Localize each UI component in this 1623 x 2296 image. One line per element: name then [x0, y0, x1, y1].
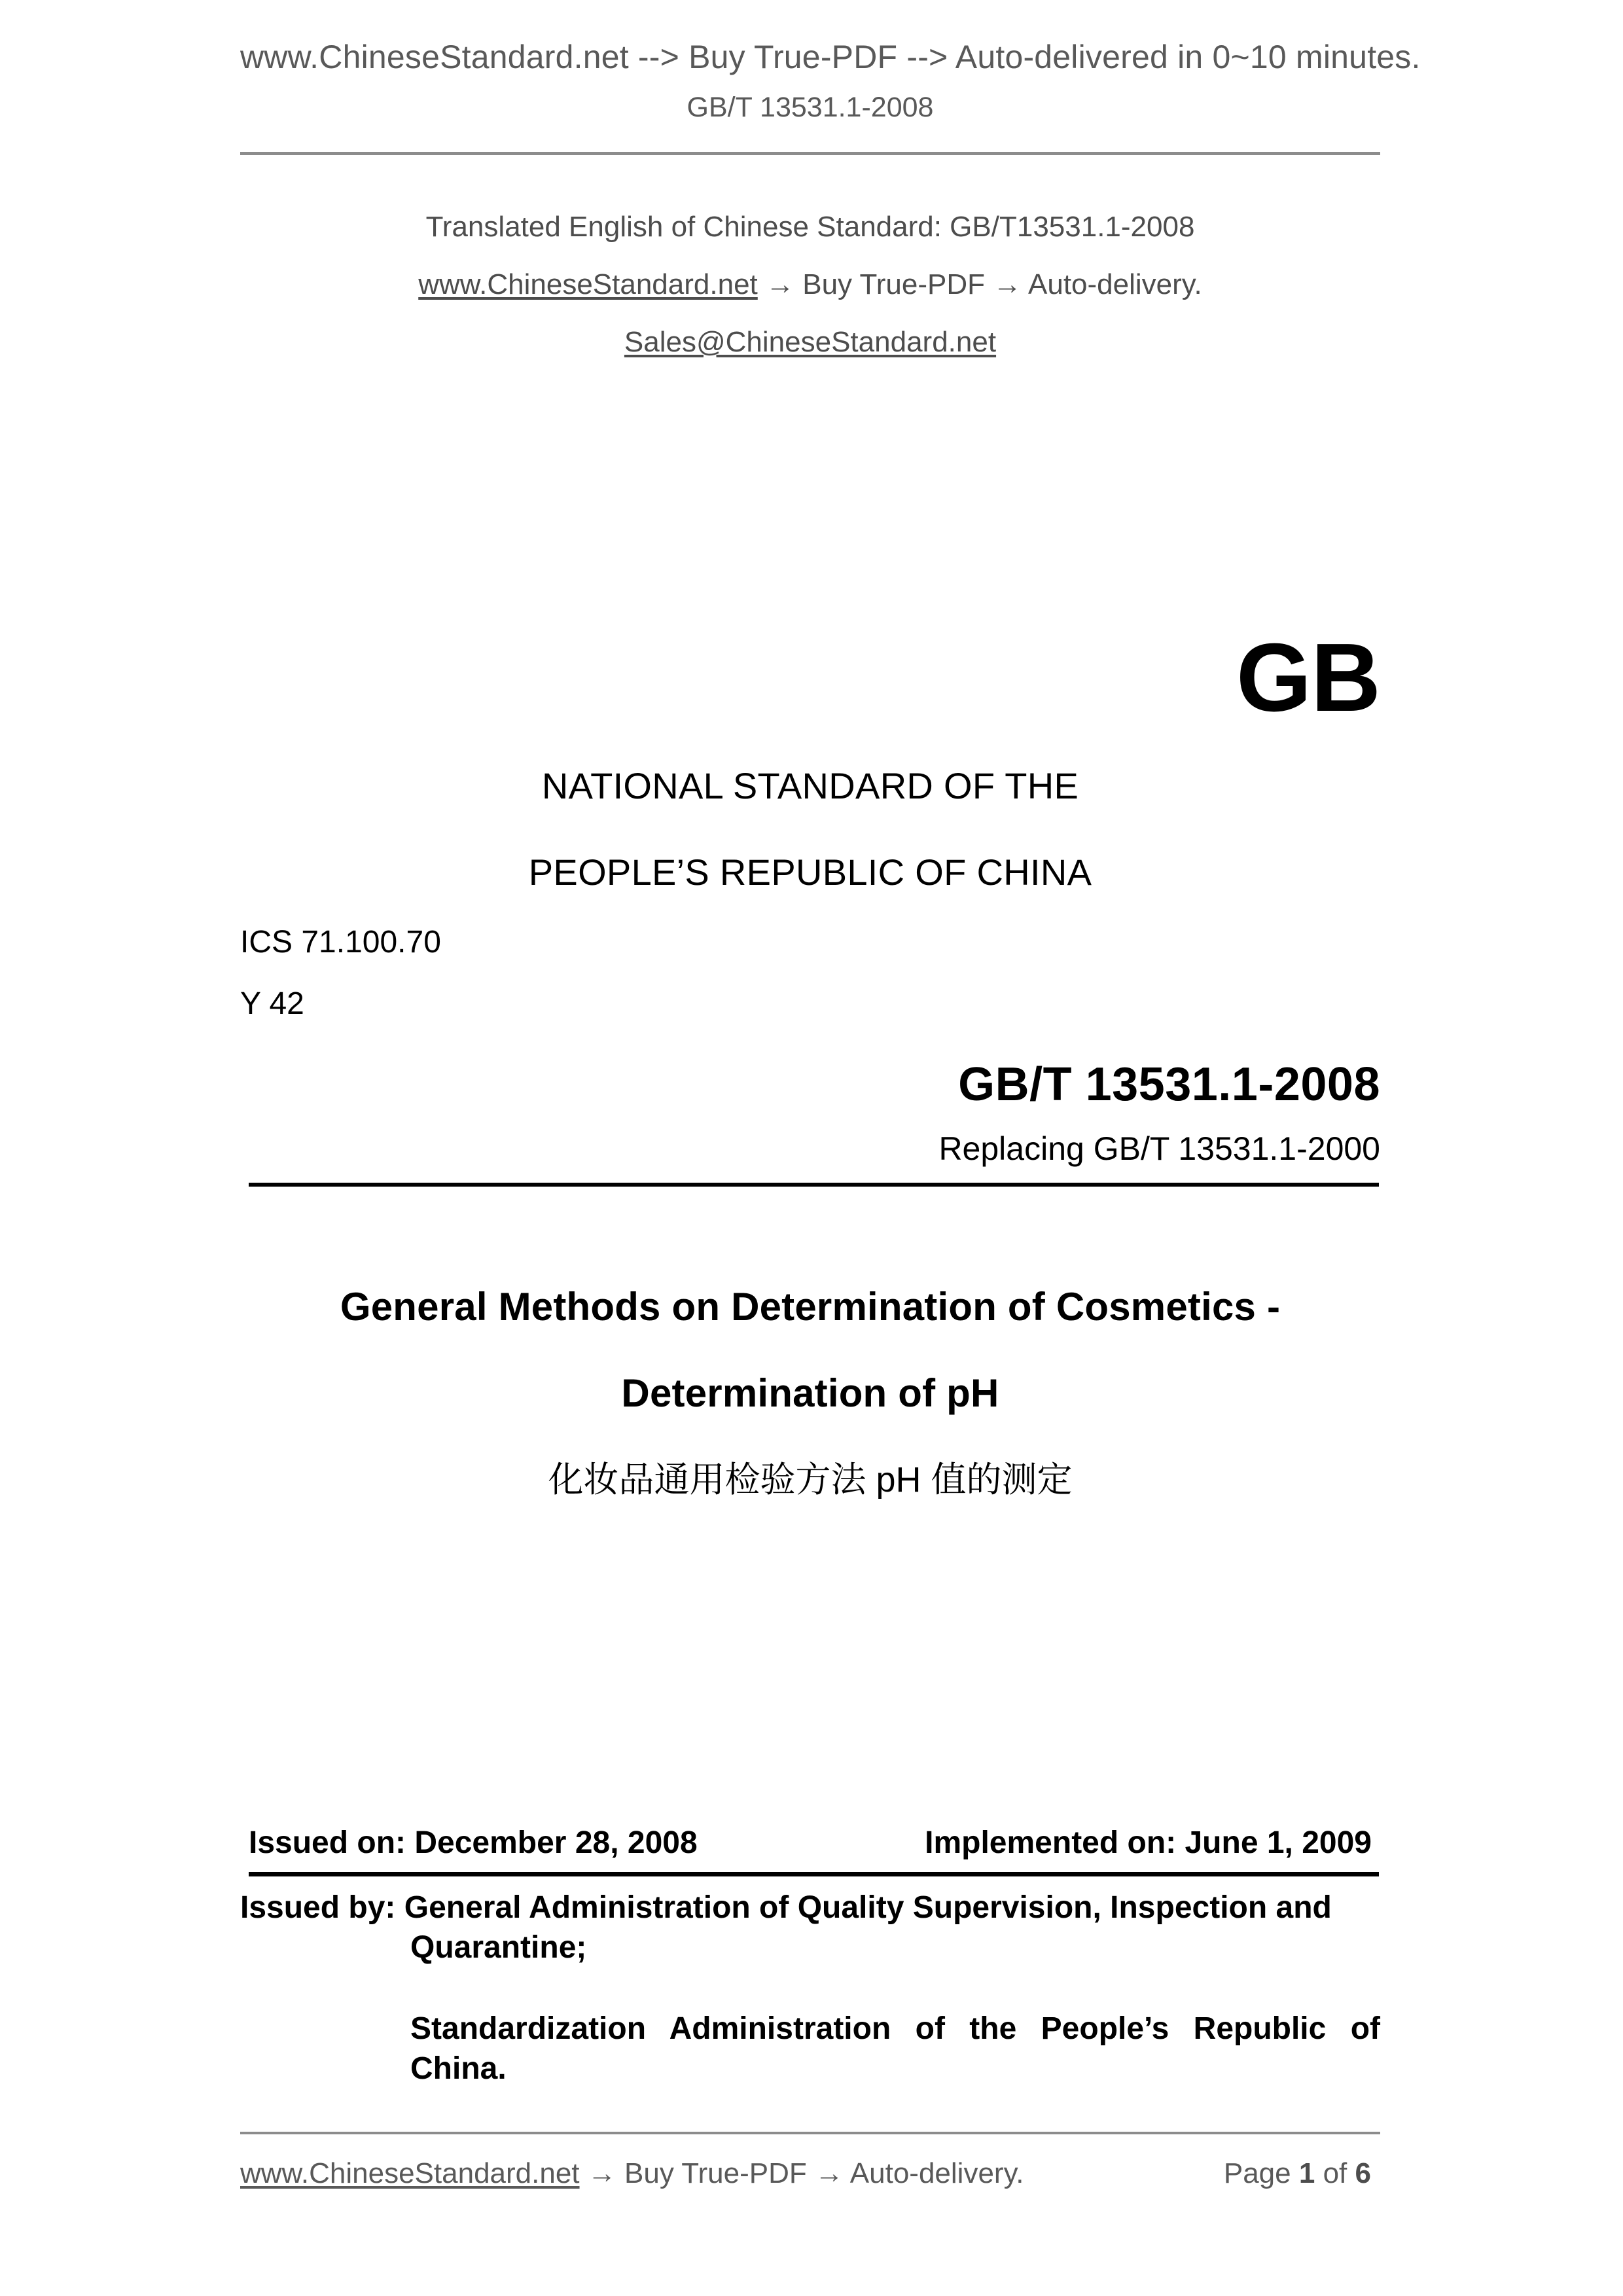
- header-divider: [240, 152, 1380, 155]
- chinesestandard-link[interactable]: www.ChineseStandard.net: [418, 268, 758, 300]
- footer-divider: [240, 2132, 1380, 2134]
- arrow-icon: →: [766, 268, 794, 300]
- implemented-on-date: Implemented on: June 1, 2009: [925, 1825, 1372, 1860]
- gb-logo-mark: GB: [1236, 624, 1380, 732]
- issued-by-line-4: China.: [410, 2051, 507, 2087]
- issued-by-spacer: [240, 1968, 1380, 2009]
- arrow-icon: →: [814, 2157, 844, 2189]
- watermark-standard-number: GB/T 13531.1-2008: [687, 92, 934, 123]
- title-english-line-1: General Methods on Determination of Cosmetics -: [340, 1285, 1281, 1329]
- replacing-standard-number: Replacing GB/T 13531.1-2000: [938, 1130, 1380, 1167]
- auto-delivery-label: Auto-delivery.: [1028, 268, 1202, 300]
- page-label: Page: [1223, 2157, 1291, 2189]
- national-standard-line-2: PEOPLE’S REPUBLIC OF CHINA: [528, 852, 1092, 893]
- issue-dates-divider: [249, 1872, 1379, 1876]
- standard-number: GB/T 13531.1-2008: [958, 1058, 1380, 1111]
- page-number: 1: [1298, 2157, 1315, 2189]
- footer-buy-true-pdf-label: Buy True-PDF: [624, 2157, 807, 2189]
- title-english-line-2: Determination of pH: [621, 1371, 999, 1415]
- issued-by-block: [240, 1888, 1380, 2089]
- promo-delivery-line: [240, 268, 1380, 301]
- footer-chinesestandard-link[interactable]: www.ChineseStandard.net: [240, 2157, 580, 2189]
- arrow-icon: →: [587, 2157, 616, 2189]
- page-indicator: [1224, 2157, 1380, 2190]
- title-chinese: 化妆品通用检验方法 pH 值的测定: [548, 1460, 1073, 1499]
- issued-by-line-3: Standardization Administration of the People’s Republic of: [410, 2011, 1380, 2046]
- issued-by-line-2: Quarantine;: [410, 1930, 587, 1965]
- classification-code: Y 42: [240, 986, 304, 1021]
- issue-dates-row: [240, 1825, 1380, 1861]
- national-standard-line-1: NATIONAL STANDARD OF THE: [541, 765, 1079, 806]
- watermark-header-line: www.ChineseStandard.net --> Buy True-PDF --> Auto-delivered in 0~10 minutes.: [240, 39, 1421, 75]
- arrow-icon: →: [993, 268, 1022, 300]
- buy-true-pdf-label: Buy True-PDF: [802, 268, 985, 300]
- page-total: 6: [1355, 2157, 1371, 2189]
- page-of-label: of: [1323, 2157, 1347, 2189]
- page-footer: [240, 2157, 1380, 2190]
- issued-on-date: Issued on: December 28, 2008: [249, 1825, 698, 1860]
- promo-email-line: [240, 326, 1380, 359]
- sales-email-link[interactable]: Sales@ChineseStandard.net: [624, 326, 997, 358]
- footer-promo-line: [240, 2157, 1024, 2190]
- ics-code: ICS 71.100.70: [240, 925, 441, 960]
- issued-by-line-1: Issued by: General Administration of Quality Supervision, Inspection and: [240, 1890, 1332, 1925]
- standard-number-divider: [249, 1183, 1379, 1187]
- translated-standard-line: Translated English of Chinese Standard: GB/T13531.1-2008: [425, 211, 1195, 243]
- footer-auto-delivery-label: Auto-delivery.: [849, 2157, 1024, 2189]
